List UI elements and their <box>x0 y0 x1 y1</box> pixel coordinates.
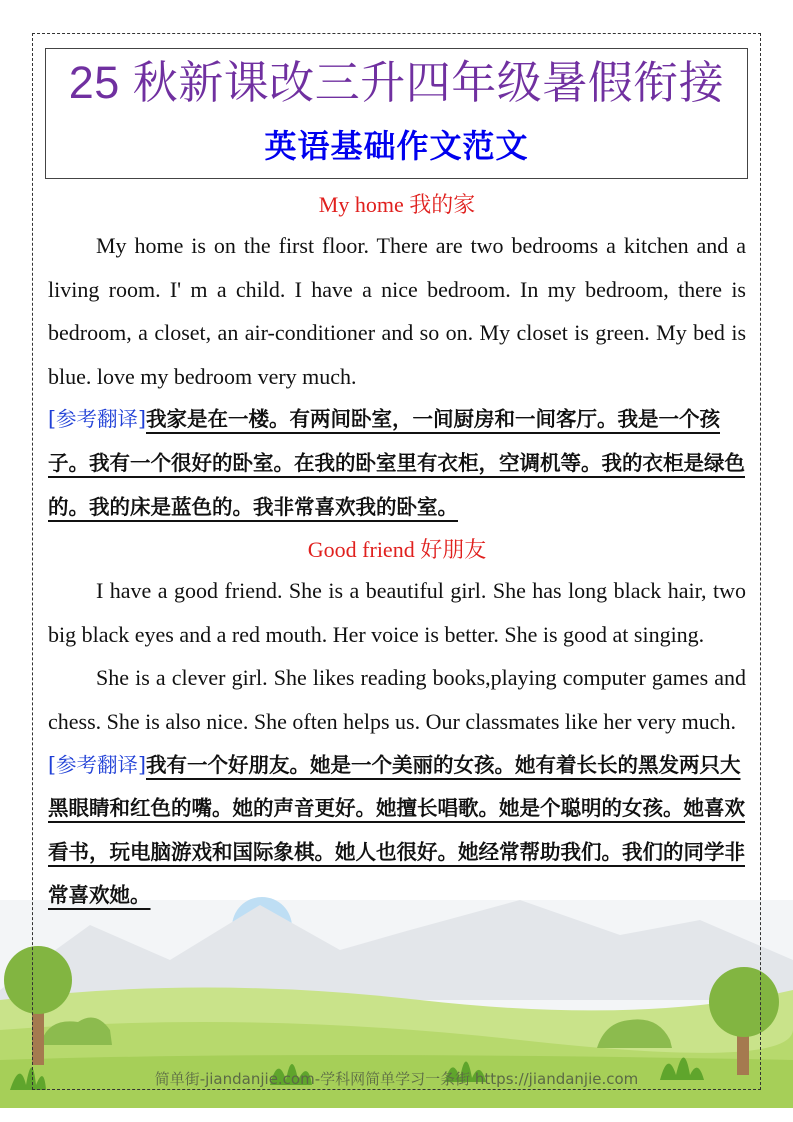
document-title: 25 秋新课改三升四年级暑假衔接 <box>68 57 725 108</box>
translation-label: [参考翻译] <box>48 407 146 432</box>
essays-content <box>48 186 746 918</box>
translation-block <box>48 398 746 529</box>
translation-text: 我有一个好朋友。她是一个美丽的女孩。她有着长长的黑发两只大黑眼睛和红色的嘴。她的声音更好。她擅长唱歌。她是个聪明的女孩。她喜欢看书，玩电脑游戏和国际象棋。她人也很好。她经常帮助我们。我们的同学非常喜欢她。 <box>48 752 745 908</box>
essay-paragraph: I have a good friend. She is a beautiful girl. She has long black hair, two big black eyes and a red mouth. Her voice is better. She is good at singing. <box>48 578 746 647</box>
title-box <box>45 48 748 179</box>
footer-watermark: 简单街-jiandanjie.com-学科网简单学习一条街 https://jiandanjie.com <box>154 1070 639 1088</box>
translation-label: [参考翻译] <box>48 752 146 777</box>
essay-paragraph: She is a clever girl. She likes reading books,playing computer games and chess. She is also nice. She often helps us. Our classmates like her very much. <box>48 665 746 734</box>
essay-heading: My home 我的家 <box>318 192 476 217</box>
essay-heading: Good friend 好朋友 <box>307 537 487 563</box>
document-subtitle: 英语基础作文范文 <box>264 127 529 165</box>
translation-text: 我家是在一楼。有两间卧室，一间厨房和一间客厅。我是一个孩子。我有一个很好的卧室。在我的卧室里有衣柜，空调机等。我的衣柜是绿色的。我的床是蓝色的。我非常喜欢我的卧室。 <box>48 407 745 519</box>
essay-paragraph: My home is on the first floor. There are two bedrooms a kitchen and a living room. I' m a child. I have a nice bedroom. In my bedroom, there is bedroom, a closet, an air-conditioner and so on. My closet is green. My bed is blue. love my bedroom very much. <box>48 233 746 389</box>
translation-block <box>48 744 746 918</box>
